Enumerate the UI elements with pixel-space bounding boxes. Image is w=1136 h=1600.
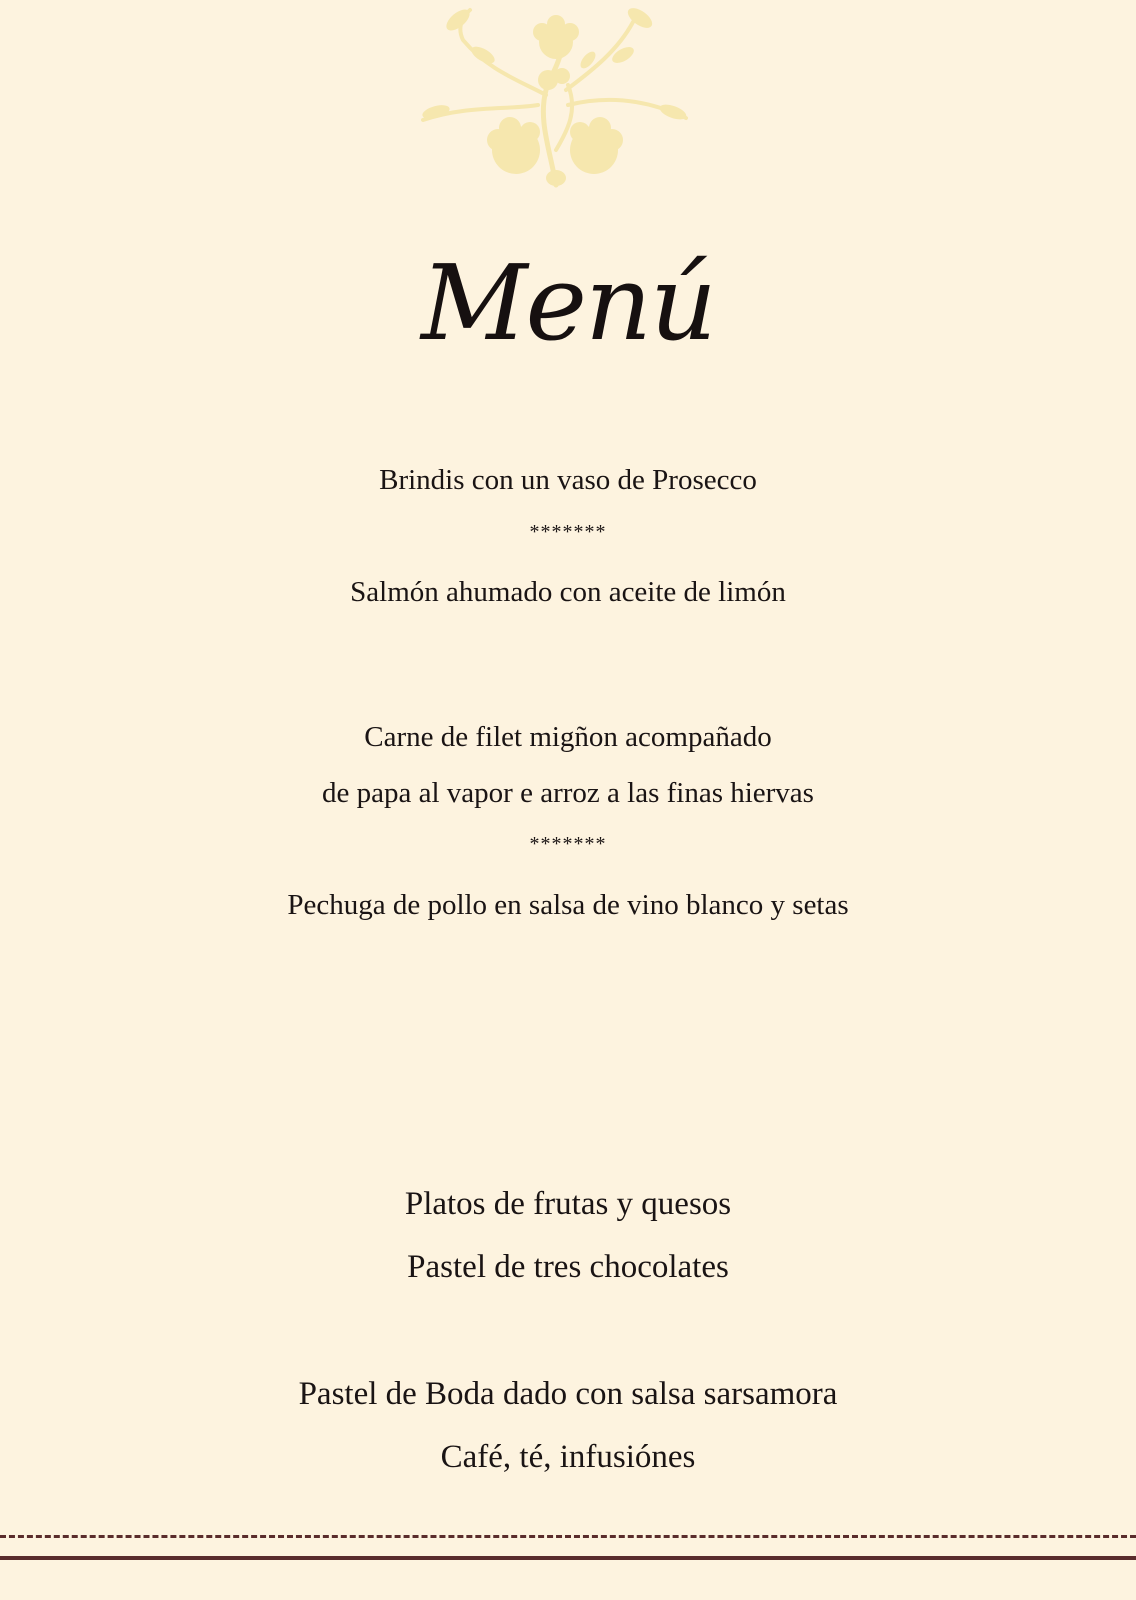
main-item-chicken: Pechuga de pollo en salsa de vino blanco y setas — [287, 889, 849, 921]
menu-title: Menú — [421, 242, 715, 364]
solid-border — [0, 1556, 1136, 1560]
course-separator: ******* — [529, 521, 607, 543]
main-item-filet-line2: de papa al vapor e arroz a las finas hiervas — [322, 777, 814, 809]
dashed-border — [0, 1535, 1136, 1538]
dessert-item-chocolate-cake: Pastel de tres chocolates — [407, 1249, 729, 1285]
main-item-filet-line1: Carne de filet migñon acompañado — [364, 721, 772, 753]
starter-item-salmon: Salmón ahumado con aceite de limón — [350, 576, 786, 608]
course-separator: ******* — [529, 833, 607, 855]
floral-ornament-icon — [418, 0, 694, 190]
dessert-item-wedding-cake: Pastel de Boda dado con salsa sarsamora — [298, 1376, 838, 1412]
starter-item-prosecco: Brindis con un vaso de Prosecco — [379, 464, 757, 496]
dessert-item-coffee-tea: Café, té, infusiónes — [440, 1439, 696, 1475]
dessert-item-fruits-cheese: Platos de frutas y quesos — [404, 1186, 732, 1222]
